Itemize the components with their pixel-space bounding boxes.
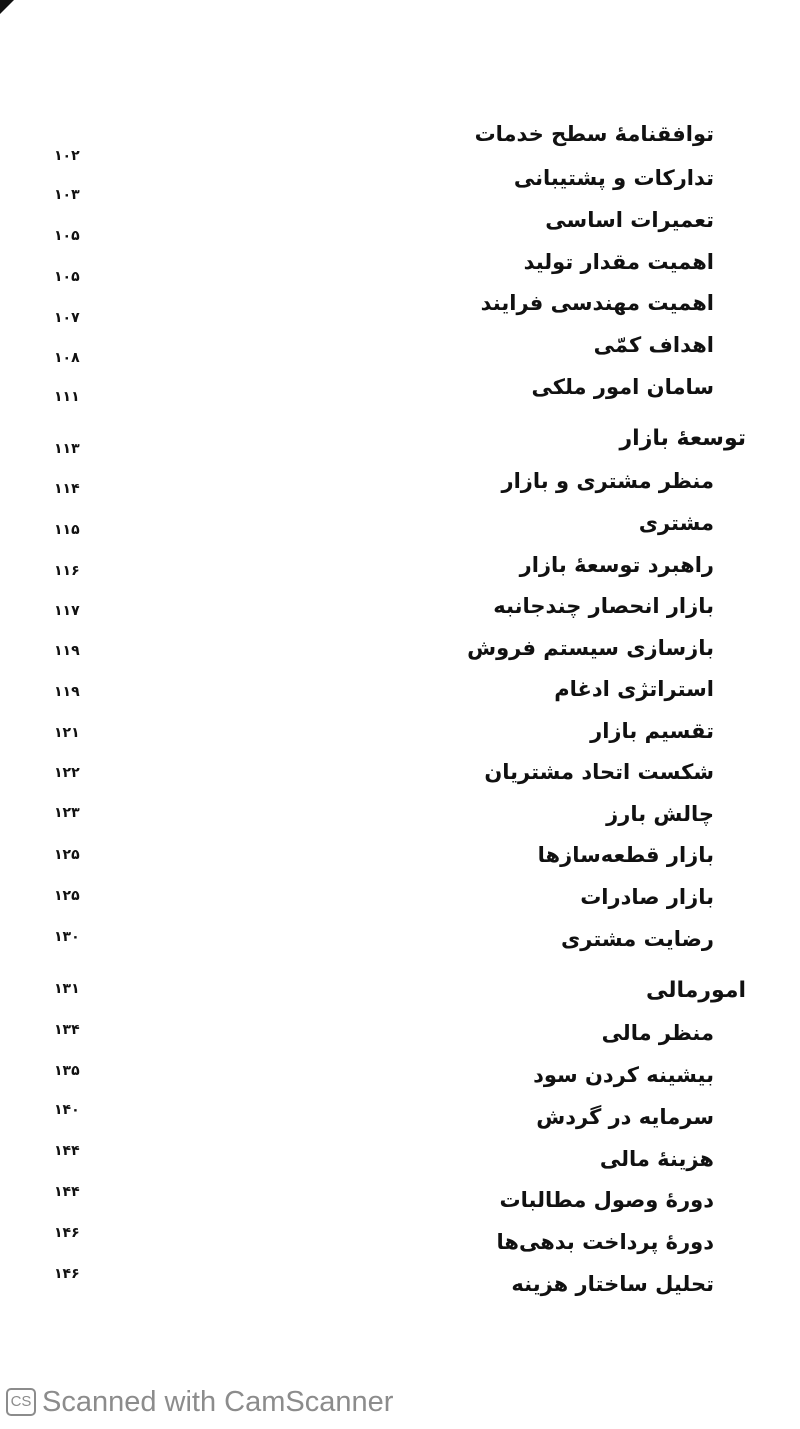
toc-section-heading — [0, 425, 800, 465]
toc-page-number: ۱۱۹ — [54, 684, 80, 700]
toc-page-number: ۱۰۵ — [54, 228, 80, 244]
toc-page-number: ۱۴۴ — [54, 1143, 80, 1159]
toc-entry — [0, 1061, 800, 1101]
toc-page-number: ۱۳۰ — [54, 929, 80, 945]
toc-page-number: ۱۳۵ — [54, 1063, 80, 1079]
toc-entry — [0, 120, 800, 164]
toc-page-number: ۱۴۴ — [54, 1184, 80, 1200]
toc-page-number: ۱۴۶ — [54, 1266, 80, 1282]
toc-page-number: ۱۲۲ — [54, 765, 80, 781]
toc-page-number: ۱۱۴ — [54, 481, 80, 497]
toc-entry-title: بازسازی سیستم فروش — [467, 636, 714, 660]
toc-page-number: ۱۱۹ — [54, 643, 80, 659]
toc-entry — [0, 1225, 800, 1268]
toc-entry-title: اهداف کمّی — [593, 333, 714, 357]
watermark-text: Scanned with CamScanner — [42, 1385, 394, 1418]
toc-entry — [0, 634, 800, 674]
toc-page-number: ۱۱۱ — [54, 389, 80, 405]
toc-page-number: ۱۰۸ — [54, 350, 80, 366]
toc-entry — [0, 289, 800, 329]
toc-entry-title: منظر مشتری و بازار — [501, 469, 714, 493]
toc-entry-title: دورهٔ وصول مطالبات — [499, 1188, 714, 1212]
toc-entry — [0, 717, 800, 757]
toc-entry-title: تحلیل ساختار هزینه — [511, 1272, 714, 1296]
toc-entry-title: اهمیت مقدار تولید — [523, 250, 714, 274]
camscanner-logo-icon: CS — [6, 1388, 36, 1416]
toc-entry-title: تدارکات و پشتیبانی — [513, 166, 714, 190]
toc-page-number: ۱۰۳ — [54, 187, 80, 203]
toc-entry-title: تقسیم بازار — [590, 719, 714, 743]
toc-entry — [0, 509, 800, 549]
toc-page-number: ۱۱۳ — [54, 441, 80, 457]
toc-entry — [0, 373, 800, 413]
toc-page-number: ۱۴۰ — [54, 1102, 80, 1118]
toc-entry-title: بازار صادرات — [580, 885, 714, 909]
toc-entry — [0, 925, 800, 965]
toc-entry-title: دورهٔ پرداخت بدهی‌ها — [496, 1230, 714, 1254]
toc-section-heading — [0, 977, 800, 1017]
toc-page-number: ۱۱۷ — [54, 603, 80, 619]
toc-entry — [0, 1145, 800, 1185]
toc-entry-title: استراتژی ادغام — [554, 677, 714, 701]
toc-page-number: ۱۳۱ — [54, 981, 80, 997]
toc-entry — [0, 331, 800, 371]
toc-entry-title: هزینهٔ مالی — [599, 1147, 714, 1171]
toc-page-number: ۱۳۴ — [54, 1022, 80, 1038]
toc-entry — [0, 467, 800, 507]
toc-entry — [0, 248, 800, 288]
toc-entry — [0, 1186, 800, 1226]
toc-entry-title: بازار قطعه‌سازها — [537, 843, 714, 867]
toc-entry — [0, 800, 800, 840]
toc-entry-title: تعمیرات اساسی — [545, 208, 714, 232]
toc-entry-title: سرمایه در گردش — [536, 1105, 714, 1129]
page-corner-mark — [0, 0, 14, 14]
toc-entry-title: بازار انحصار چندجانبه — [493, 594, 714, 618]
toc-entry-title: توافقنامهٔ سطح خدمات — [474, 122, 714, 146]
camscanner-watermark — [6, 1384, 393, 1420]
toc-entry-title: چالش بارز — [606, 802, 714, 826]
toc-entry-title: بیشینه کردن سود — [533, 1063, 714, 1087]
toc-entry-title: رضایت مشتری — [561, 927, 714, 951]
toc-page-number: ۱۲۱ — [54, 725, 80, 741]
toc-page-number: ۱۲۵ — [54, 888, 80, 904]
toc-entry — [0, 164, 800, 204]
toc-entry — [0, 758, 800, 798]
toc-entry — [0, 841, 800, 881]
toc-entry-title: شکست اتحاد مشتریان — [484, 760, 714, 784]
toc-entry — [0, 1103, 800, 1143]
toc-entry — [0, 1266, 800, 1310]
toc-page-number: ۱۰۵ — [54, 269, 80, 285]
toc-page-number: ۱۲۳ — [54, 805, 80, 821]
toc-page-number: ۱۲۵ — [54, 847, 80, 863]
toc-page-number: ۱۱۶ — [54, 563, 80, 579]
toc-entry — [0, 883, 800, 923]
toc-entry-title: منظر مالی — [601, 1021, 714, 1045]
toc-entry — [0, 206, 800, 246]
toc-entry — [0, 1019, 800, 1059]
toc-page-number: ۱۴۶ — [54, 1225, 80, 1241]
toc-page-number: ۱۱۵ — [54, 522, 80, 538]
toc-entry-title: امورمالی — [645, 978, 746, 1003]
toc-entry-title: اهمیت مهندسی فرایند — [480, 291, 714, 315]
toc-entry-title: مشتری — [638, 511, 714, 535]
toc-page-number: ۱۰۲ — [54, 148, 80, 164]
toc-entry — [0, 592, 800, 632]
toc-entry-title: توسعهٔ بازار — [619, 426, 746, 451]
toc-entry — [0, 551, 800, 591]
toc-entry-title: سامان امور ملکی — [531, 375, 714, 399]
toc-entry-title: راهبرد توسعهٔ بازار — [519, 553, 714, 577]
toc-page-number: ۱۰۷ — [54, 310, 80, 326]
toc-entry — [0, 675, 800, 715]
